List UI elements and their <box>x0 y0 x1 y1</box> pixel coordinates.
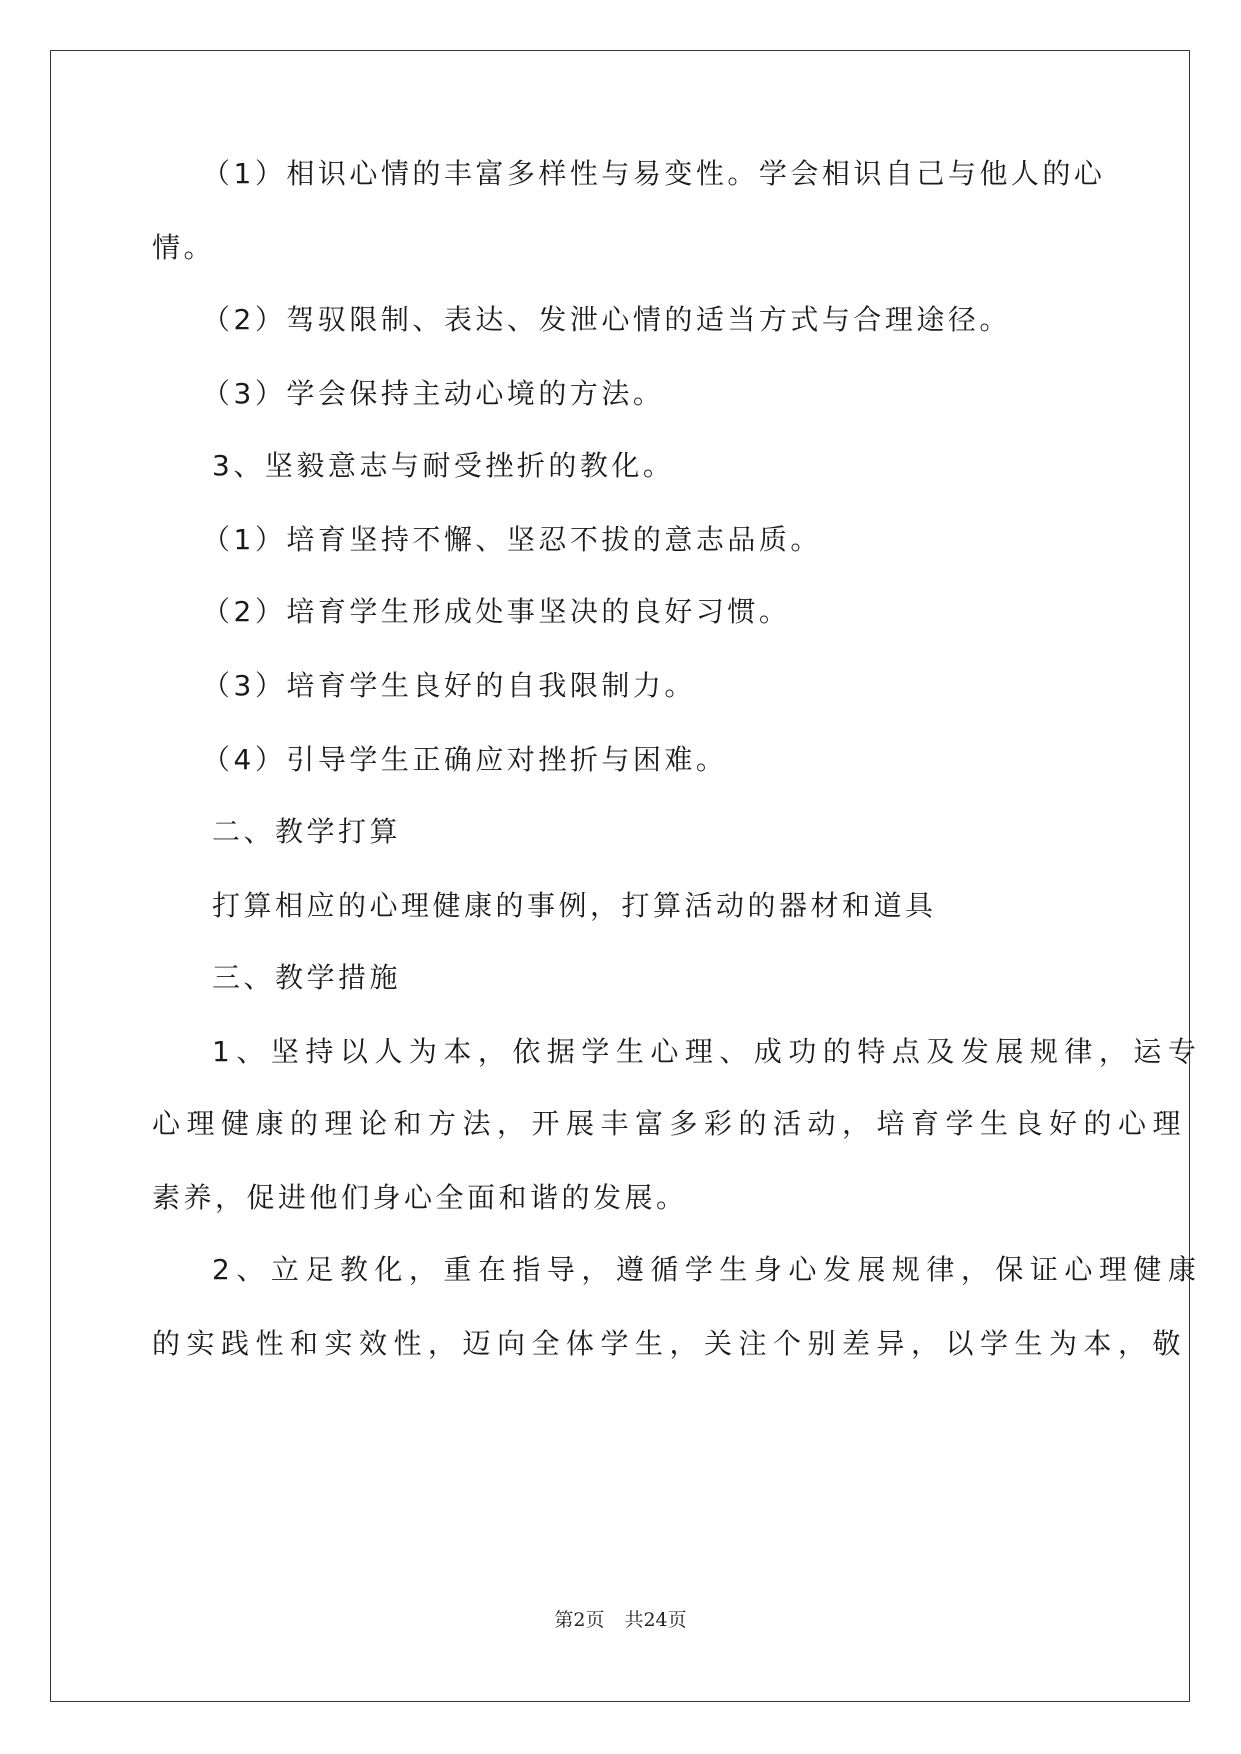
body-line-15: 素养，促进他们身心全面和谐的发展。 <box>152 1181 688 1214</box>
heading-teaching-preparation: 二、教学打算 <box>212 815 402 848</box>
body-line-14: 心理健康的理论和方法，开展丰富多彩的活动，培育学生良好的心理 <box>152 1107 1188 1140</box>
body-line-16: 2、立足教化，重在指导，遵循学生身心发展规律，保证心理健康 <box>212 1253 1203 1286</box>
body-line-9: （4）引导学生正确应对挫折与困难。 <box>202 743 728 776</box>
page-border <box>50 50 1190 1702</box>
body-line-1: （1）相识心情的丰富多样性与易变性。学会相识自己与他人的心 <box>202 157 1106 190</box>
body-line-11: 打算相应的心理健康的事例，打算活动的器材和道具 <box>212 889 937 922</box>
body-line-7: （2）培育学生形成处事坚决的良好习惯。 <box>202 595 791 628</box>
body-line-6: （1）培育坚持不懈、坚忍不拔的意志品质。 <box>202 523 822 556</box>
body-line-13: 1、坚持以人为本，依据学生心理、成功的特点及发展规律，运专 <box>212 1035 1203 1068</box>
body-line-8: （3）培育学生良好的自我限制力。 <box>202 669 696 702</box>
section-heading-3: 3、坚毅意志与耐受挫折的教化。 <box>212 449 675 482</box>
page-footer <box>0 1608 1241 1632</box>
body-line-4: （3）学会保持主动心境的方法。 <box>202 377 665 410</box>
heading-teaching-measures: 三、教学措施 <box>212 961 402 994</box>
body-line-3: （2）驾驭限制、表达、发泄心情的适当方式与合理途径。 <box>202 303 1011 336</box>
current-page-number: 第2页 <box>554 1609 605 1631</box>
body-line-2: 情。 <box>152 231 216 264</box>
total-pages: 共24页 <box>624 1609 687 1631</box>
body-line-17: 的实践性和实效性，迈向全体学生，关注个别差异，以学生为本，敬 <box>152 1327 1188 1360</box>
